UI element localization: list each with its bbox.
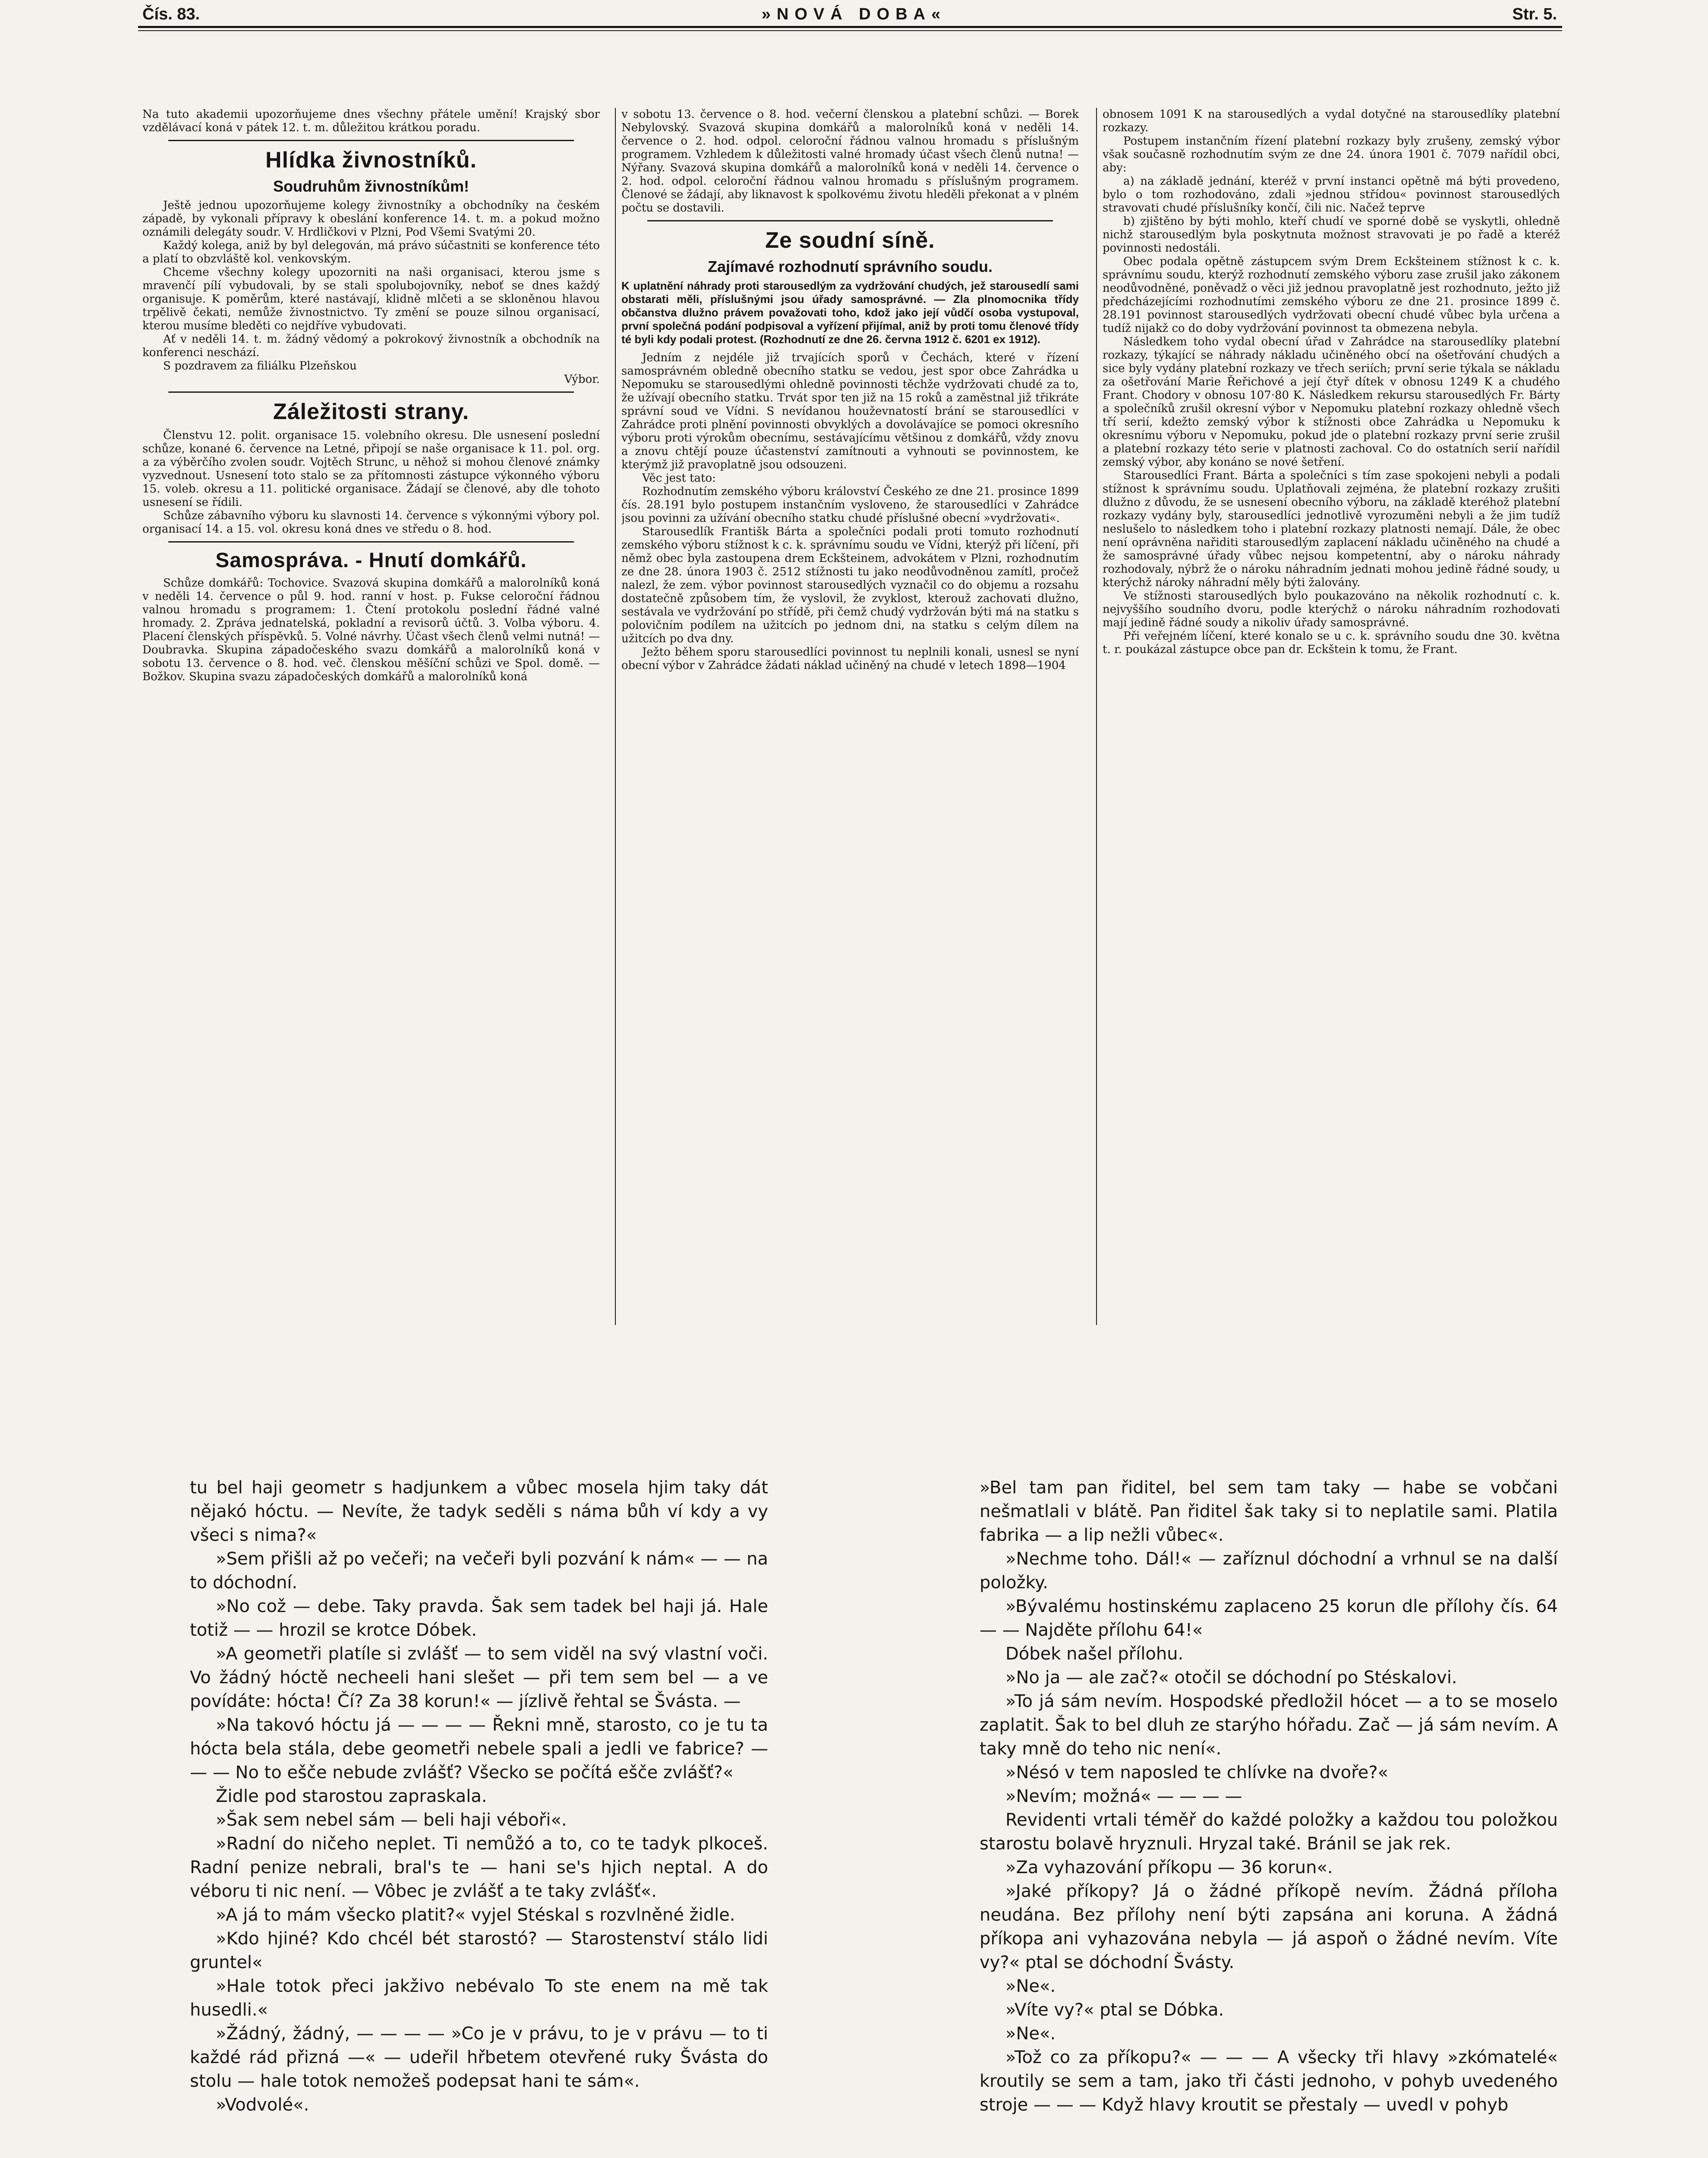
feuilleton-paragraph: »Žádný, žádný, — — — — »Co je v právu, to je v právu — to ti každé rád přizná —« — udeřil hřbetem otevřené ruky Švásta do stolu — hale totok nemožeš podepsat hani te sám«. bbox=[190, 2024, 768, 2091]
header-rule bbox=[138, 26, 1562, 28]
paragraph: Schůze domkářů: Tochovice. Svazová skupina domkářů a malorolníků koná v neděli 14. července o půl 9. hod. ranní v host. p. Fukse celoroční řádnou valnou hromadu s programem: 1. Čtení protokolu poslední řádné valné hromady. 2. Zpráva jednatelská, pokladní a revisorů účtů. 3. Volba výboru. 4. Placení členských příspěvků. 5. Volné návrhy. Účast všech členů velmi nutná! — Doubravka. Skupina západočeského svazu domkářů a malorolníků koná v sobotu 13. července o 8. hod. več. členskou měšíční schůzi ve Spol. domě. — Božkov. Skupina svazu západočeských domkářů a malorolníků koná bbox=[142, 577, 600, 683]
paragraph: Každý kolega, aniž by byl delegován, má právo súčastniti se konference této a platí to obzvláště kol. venkovským. bbox=[142, 239, 600, 265]
paragraph: Starousedlíci Frant. Bárta a společníci s tím zase spokojeni nebyli a podali stížnost k správnímu soudu. Uplatňovali zejména, že platební rozkazy zrušiti dlužno z důvodu, že se usnesení obecního výboru, na základě kteréhož platební rozkazy vydány byly, starousedlíci jednotlivě vyrozuměni nebyli a že jim tudíž neslušelo to následkem toho i platební rozkazy platnosti nemají. Dále, že obec není oprávněna nařiditi starousedlým zaplacení nákladu učiněného na chudé a že samosprávné úřady vůbec nejsou kompetentní, aby o nároku náhrady rozhodovaly, nýbrž že o nároku náhradním jednati mohou jedině řádné soudy, u kterýchž nároky náhradní měly býti žalovány. bbox=[1103, 469, 1560, 589]
paragraph: Členstvu 12. polit. organisace 15. volebního okresu. Dle usnesení poslední schůze, konané 6. července na Letné, připojí se naše organisace k 11. pol. org. a za výběrčího zvolen soudr. Vojtěch Strunc, u něhož si mohou členové známky vyzvednout. Usnesení toto stalo se za přítomnosti zástupce výkonného výboru 15. voleb. okresu a 11. politické organisace. Žádají se členové, aby dle tohoto usnesení se řídili. bbox=[142, 429, 600, 509]
paragraph: S pozdravem za filiálku Plzeňskou bbox=[163, 360, 357, 372]
feuilleton-paragraph: Revidenti vrtali téměř do každé položky a každou tou položkou starostu bolavě hryznuli. Hryzal také. Bránil se jak rek. bbox=[980, 1810, 1558, 1854]
paragraph: Chceme všechny kolegy upozorniti na naši organisaci, kterou jsme s mravenčí pílí vybudovali, by se stali spolubojovníky, neboť se dnes každý organisuje. K poměrům, které nastávají, klidně mlčeti a se skloněnou hlavou trpělivě čekati, nemůže živnostnictvo. Ty změní se pouze silnou organisací, kterou musíme bleděti co nejdříve vybudovati. bbox=[142, 266, 600, 332]
feuilleton-paragraph: tu bel haji geometr s hadjunkem a vůbec mosela hjim taky dát nějakó hóctu. — Nevíte, že tadyk seděli s náma bůh ví kdy a vy všeci s nima?« bbox=[190, 1478, 768, 1545]
divider bbox=[168, 541, 574, 543]
feuilleton-paragraph: »Radní do ničeho neplet. Ti nemůžó a to, co te tadyk plkoceš. Radní penize nebrali, bral's te — hani se's hjich neptal. A do véboru ti nic není. — Vôbec je zvlášť a te taky zvlášť«. bbox=[190, 1834, 768, 1901]
paragraph: Při veřejném líčení, které konalo se u c. k. správního soudu dne 30. května t. r. poukázal zástupce obce pan dr. Eckštein k tomu, že Frant. bbox=[1103, 630, 1560, 656]
paragraph: b) zjištěno by býti mohlo, kteří chudí ve sporné době se vyskytli, ohledně nichž starousedlým byla poskytnuta možnost stravovati je po řadě a kteréž povinnosti nedostáli. bbox=[1103, 215, 1560, 255]
feuilleton-paragraph: »Hale totok přeci jakživo nebévalo To ste enem na mě tak husedli.« bbox=[190, 1976, 768, 2020]
column-divider bbox=[1096, 108, 1097, 1325]
divider bbox=[647, 220, 1053, 221]
feuilleton-paragraph: »To já sám nevím. Hospodské předložil hócet — a to se moselo zaplatit. Šak to bel dluh ze starýho hóřadu. Zač — já sám nevím. A taky mně do teho nic není«. bbox=[980, 1691, 1558, 1759]
feuilleton-paragraph: »Bel tam pan řiditel, bel sem tam taky — habe se vobčani nešmatlali v blátě. Pan řiditel šak taky si to neplatile sami. Platila fabrika — a lip nežli vůbec«. bbox=[980, 1478, 1558, 1545]
paragraph: Postupem instančním řízení platební rozkazy byly zrušeny, zemský výbor však současně rozhodnutím svým ze dne 24. února 1901 č. 7079 nařídil obci, aby: bbox=[1103, 135, 1560, 174]
ruling-summary: K uplatnění náhrady proti starousedlým za vydržování chudých, jež starousedlí sami obstarati měli, příslušnými jsou úřady samosprávné. — Zla plnomocnika třídy občanstva dlužno právem považovati toho, kdož jako její vůdčí osoba vystupoval, první společná podání podpisoval a vyřízení přijímal, aniž by proti tomu členové třídy té byli kdy podali protest. (Rozhodnutí ze dne 26. června 1912 č. 6201 ex 1912). bbox=[621, 279, 1079, 346]
issue-number: Čís. 83. bbox=[142, 5, 200, 23]
section-heading-samosprava: Samospráva. - Hnutí domkářů. bbox=[215, 549, 527, 572]
signature: Výbor. bbox=[564, 373, 600, 386]
feuilleton-paragraph: »Kdo hjiné? Kdo chcél bét starostó? — Starostenství stálo lidi gruntel« bbox=[190, 1929, 768, 1972]
column-divider bbox=[615, 108, 616, 1325]
paragraph: Ve stížnosti starousedlých bylo poukazováno na několik rozhodnutí c. k. nejvyššího soudního dvoru, podle kterýchž o nároku náhradním rozhodovati mají jedině řádné soudy a nikoliv úřady samosprávné. bbox=[1103, 590, 1560, 629]
paragraph: Schůze zábavního výboru ku slavnosti 14. července s výkonnými výbory pol. organisací 14. a 15. vol. okresu koná dnes ve středu o 8. hod. bbox=[142, 509, 600, 536]
column-2 bbox=[621, 108, 1079, 1329]
feuilleton-paragraph: »No ja — ale zač?« otočil se dóchodní po Stéskalovi. bbox=[1005, 1668, 1457, 1688]
paragraph: obnosem 1091 K na starousedlých a vydal dotyčné na starousedlíky platební rozkazy. bbox=[1103, 108, 1560, 134]
feuilleton-paragraph: »Jaké příkopy? Já o žádné příkopě nevím. Žádná příloha neudána. Bez přílohy není býti zapsána ani koruna. A žádná příkopa ani vyhazována nebyla — já aspoň o žádné nevím. Víte vy?« ptal se dóchodní Švásty. bbox=[980, 1881, 1558, 1972]
feuilleton-paragraph: »Vodvolé«. bbox=[216, 2095, 309, 2115]
feuilleton-paragraph: »No což — debe. Taky pravda. Šak sem tadek bel haji já. Hale totiž — — hrozil se krotce Dóbek. bbox=[190, 1596, 768, 1640]
feuilleton-paragraph: Židle pod starostou zapraskala. bbox=[216, 1786, 487, 1806]
feuilleton-paragraph: »Víte vy?« ptal se Dóbka. bbox=[1005, 2000, 1224, 2020]
paragraph: v sobotu 13. července o 8. hod. večerní členskou a platební schůzi. — Borek Nebylovský. Svazová skupina domkářů a malorolníků koná v neděli 14. července o 2. hod. odpol. celoroční řádnou valnou hromadu s příslušným programem. Vzhledem k důležitosti valné hromady účast všech členů nutna! — Nýřany. Svazová skupina domkářů a malorolníků koná v neděli 14. července o 2. hod. odpol. celoroční řádnou valnou hromadu s příslušným programem. Členové se žádají, aby liknavost k spolkovému životu hleděli překonat a v plném počtu se dostavili. bbox=[621, 108, 1079, 215]
feuilleton-paragraph: »Nechme toho. Dál!« — zaříznul dóchodní a vrhnul se na další položky. bbox=[980, 1549, 1558, 1593]
subheading-soudruhum: Soudruhům živnostníkům! bbox=[273, 177, 469, 195]
feuilleton-paragraph: »Tož co za příkopu?« — — — A všecky tři hlavy »zkómatelé« kroutily se sem a tam, jako tři části jednoho, v pohyb uvedeného stroje — — — Když hlavy kroutit se přestaly — uvedl v pohyb bbox=[980, 2048, 1558, 2115]
feuilleton-paragraph: »A já to mám všecko platit?« vyjel Stéskal s rozvlněné židle. bbox=[216, 1905, 735, 1925]
masthead: »NOVÁ DOBA« bbox=[761, 5, 947, 23]
feuilleton-paragraph: »Nevím; možná« — — — — bbox=[1005, 1786, 1242, 1806]
paragraph: Ať v neděli 14. t. m. žádný vědomý a pokrokový živnostník a obchodník na konferenci neschází. bbox=[142, 333, 600, 359]
paragraph: Obec podala opětně zástupcem svým Drem Eckšteinem stížnost k c. k. správnímu soudu, kterýž rozhodnutí zemského výboru zase zrušil jako zákonem neodůvodněné, poněvadž o věci již jednou pravoplatně jest rozhodnuto, ježto již předcházejícími rozhodnutími zemského výboru ze dne 21. prosince 1899 č. 28.191 povinnost starousedlých vydržovati obecní chudé vůbec byla určena a tudíž nijakž co do doby vydržování povinnost ta obmezena nebyla. bbox=[1103, 255, 1560, 335]
feuilleton-paragraph: »Ne«. bbox=[1005, 1976, 1056, 1996]
feuilleton-paragraph: Dóbek našel přílohu. bbox=[1005, 1644, 1184, 1664]
feuilleton-right bbox=[980, 1476, 1558, 2158]
feuilleton-paragraph: »Nésó v tem naposled te chlívke na dvoře?« bbox=[1005, 1763, 1389, 1783]
divider bbox=[168, 391, 574, 393]
paragraph: Jedním z nejdéle již trvajících sporů v Čechách, které v řízení samosprávném obledně obecního statku se vedou, jest spor obce Zahrádka u Nepomuku se starousedlými ohledně povinnosti těchže vydržovati chudé za to, že užívají obecního statku. Trvát spor ten již na 15 roků a zaměstnal již třikráte správní soud ve Vídni. S nevídanou houževnatostí brání se starousedlíci v Zahrádce proti plnění povinnosti obvyklých a dovolávajíce se pomoci okresního výboru proti výrokům obecnímu, sestávajícímu většinou z domkářů, vždy znovu a znovu chtějí pouze účastenství zamítnouti a vyhnouti se povinnostem, ke kterýmž již pravoplatně jsou odsouzeni. bbox=[621, 351, 1079, 471]
feuilleton-paragraph: »Sem přišli až po večeři; na večeři byli pozvání k nám« — — na to dóchodní. bbox=[190, 1549, 768, 1593]
column-1 bbox=[142, 108, 600, 1329]
paragraph: Následkem toho vydal obecní úřad v Zahrádce na starousedlíky platební rozkazy, týkající se náhrady nákladu učiněného obcí na ošetřování chudých a sice byly vydány platební rozkazy ve třech seriích; první serie týkala se nákladu za ošetřování Marie Řeřichové a její čtyř dítek v obnosu 1249 K a chudého Frant. Chodory v obnosu 107·80 K. Následkem rekursu starousedlých Fr. Bárty a společníků zrušil okresní výbor v Nepomuku platební rozkazy ohledně všech tří serií, kdežto zemský výbor k stížnosti obce Zahrádka u Nepomuku k okresnímu výboru v Nepomuku, pokud jde o platební rozkazy první serie zrušil a platební rozkazy této serie v platnosti zachoval. Co do ostatních serií nařídil zemský výbor, aby konáno se nové šetření. bbox=[1103, 335, 1560, 469]
header-rule-thin bbox=[138, 30, 1562, 31]
paragraph: Věc jest tato: bbox=[642, 472, 716, 485]
section-heading-strany: Záležitosti strany. bbox=[273, 399, 470, 424]
page-number: Str. 5. bbox=[1512, 5, 1557, 23]
feuilleton-paragraph: »A geometři platíle si zvlášť — to sem viděl na svý vlastní voči. Vo žádný hóctě necheeli hani slešet — při tem sem bel — a ve povídáte: hócta! Čí? Za 38 korun!« — jízlivě řehtal se Švásta. — bbox=[190, 1644, 768, 1711]
feuilleton-paragraph: »Bývalému hostinskému zaplaceno 25 korun dle přílohy čís. 64 — — Najděte přílohu 64!« bbox=[980, 1596, 1558, 1640]
subheading-zajimave: Zajímavé rozhodnutí správního soudu. bbox=[707, 258, 993, 275]
feuilleton-paragraph: »Ne«. bbox=[1005, 2024, 1056, 2044]
feuilleton-paragraph: »Za vyhazování příkopu — 36 korun«. bbox=[1005, 1858, 1333, 1877]
intro-text: Na tuto akademii upozorňujeme dnes všechny přátele umění! Krajský sbor vzdělávací koná v pátek 12. t. m. důležitou krátkou poradu. bbox=[142, 108, 600, 134]
feuilleton-paragraph: »Na takovó hóctu já — — — — Řekni mně, starosto, co je tu ta hócta bela stála, debe geometři nebele spali a jedli ve fabrice? — — — No to ešče nebude zvlášť? Všecko se počítá ešče zvlášť?« bbox=[190, 1715, 768, 1783]
section-heading-zivnostniku: Hlídka živnostníků. bbox=[265, 148, 477, 173]
column-3 bbox=[1103, 108, 1560, 1329]
paragraph: Ještě jednou upozorňujeme kolegy živnostníky a obchodníky na českém západě, by vykonali přípravy k obeslání konference 14. t. m. a pokud možno oznámili delegáty soudr. V. Hrdličkovi v Plzni, Pod Všemi Svatými 20. bbox=[142, 199, 600, 239]
paragraph: a) na základě jednání, kteréž v první instanci opětně má býti provedeno, bylo o tom rozhodováno, zdali »jednou střídou« povinnost starousedlých stravovati chudé příslušníky končí, čili nic. Načež teprve bbox=[1103, 175, 1560, 215]
paragraph: Ježto během sporu starousedlíci povinnost tu neplnili konali, usnesl se nyní obecní výbor v Zahrádce žádati náklad učiněný na chudé v letech 1898—1904 bbox=[621, 646, 1079, 672]
paragraph: Starousedlík Františk Bárta a společníci podali proti tomuto rozhodnutí zemského výboru stížnost k c. k. správnímu soudu ve Vídni, kterýž při líčení, při němž obec byla zastoupena drem Eckšteinem, advokátem v Plzni, rozhodnutím ze dne 28. února 1903 č. 2512 stížnosti tu jako neodůvodněnou zamítl, pročež nalezl, že zem. výbor povinnost starousedlých vyznačil co do objemu a rozsahu dostatečně způsobem tím, že vyslovil, že zvyklost, kterouž zachovati dlužno, sestávala ve vydržování po střídě, při čemž chudý vydržován býti má na statku s polovičním podílem na užitcích po jednom dni, na statku s celým dílem na užitcích po dva dny. bbox=[621, 525, 1079, 645]
paragraph: Rozhodnutím zemského výboru království Českého ze dne 21. prosince 1899 čís. 28.191 bylo postupem instančním vysloveno, že starousedlíci v Zahrádce jsou povinni za užívání obecního statku chudé příslušné obecní »vydržovati«. bbox=[621, 485, 1079, 525]
feuilleton-paragraph: »Šak sem nebel sám — beli haji véboři«. bbox=[216, 1810, 567, 1830]
section-heading-soudni: Ze soudní síně. bbox=[765, 228, 935, 253]
feuilleton-left bbox=[190, 1476, 768, 2158]
divider bbox=[168, 140, 574, 141]
